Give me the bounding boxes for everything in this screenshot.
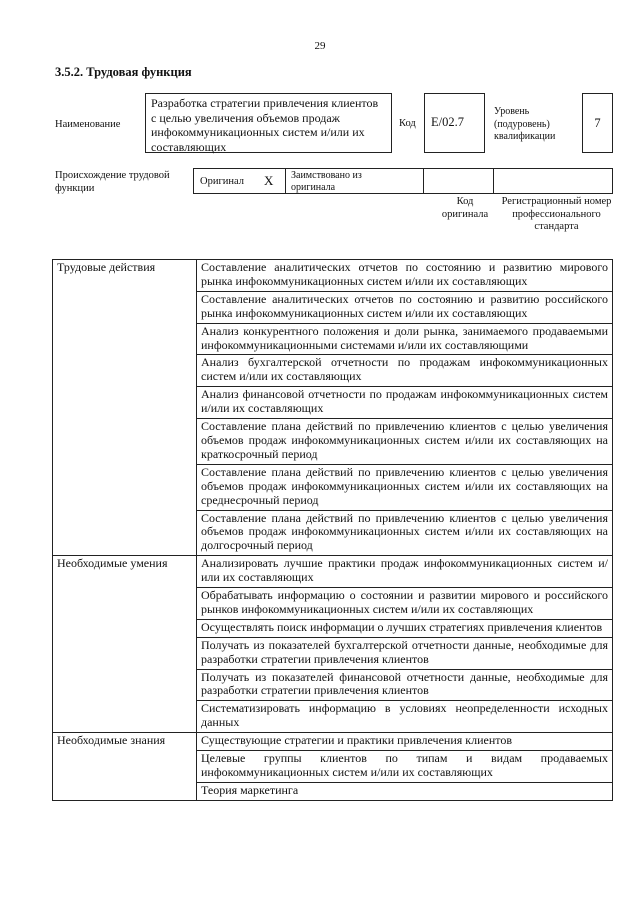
section-item: Теория маркетинга bbox=[197, 782, 613, 800]
section-heading: Необходимые знания bbox=[53, 733, 197, 801]
original-code-cell bbox=[424, 169, 494, 193]
qualification-level: 7 bbox=[582, 93, 613, 153]
section-item: Составление плана действий по привлечению клиентов с целью увеличения объемов продаж инфокоммуникационных систем и/или их составляющих на долгосрочный период bbox=[197, 510, 613, 556]
section-item: Получать из показателей финансовой отчетности данные, необходимые для разработки стратегии привлечения клиентов bbox=[197, 669, 613, 701]
original-label: Оригинал bbox=[200, 176, 244, 187]
section-item: Систематизировать информацию в условиях неопределенности исходных данных bbox=[197, 701, 613, 733]
table-row bbox=[53, 733, 613, 751]
section-item: Составление аналитических отчетов по состоянию и развитию мирового рынка инфокоммуникационных систем и/или их составляющих bbox=[197, 260, 613, 292]
section-heading: Необходимые умения bbox=[53, 556, 197, 733]
reg-number-caption: Регистрационный номер профессионального стандарта bbox=[501, 196, 612, 232]
section-item: Составление аналитических отчетов по состоянию и развитию российского рынка инфокоммуникационных систем и/или их составляющих bbox=[197, 291, 613, 323]
section-item: Обрабатывать информацию о состоянии и развитии мирового и российского рынков инфокоммуникационных систем и/или их составляющих bbox=[197, 588, 613, 620]
section-item: Получать из показателей бухгалтерской отчетности данные, необходимые для разработки стратегии привлечения клиентов bbox=[197, 637, 613, 669]
level-label-text: Уровень (подуровень) квалификации bbox=[494, 106, 556, 142]
name-label: Наименование bbox=[55, 119, 121, 130]
section-item: Осуществлять поиск информации о лучших стратегиях привлечения клиентов bbox=[197, 619, 613, 637]
function-code: E/02.7 bbox=[424, 93, 485, 153]
section-item: Составление плана действий по привлечению клиентов с целью увеличения объемов продаж инфокоммуникационных систем и/или их составляющих на краткосрочный период bbox=[197, 419, 613, 465]
original-mark: X bbox=[264, 173, 274, 188]
original-cell bbox=[194, 169, 286, 193]
section-item: Анализ финансовой отчетности по продажам инфокоммуникационных систем и/или их составляющих bbox=[197, 387, 613, 419]
page-number: 29 bbox=[314, 40, 326, 52]
level-label bbox=[494, 106, 574, 144]
section-item: Анализировать лучшие практики продаж инфокоммуникационных систем и/или их составляющих bbox=[197, 556, 613, 588]
borrowed-label: Заимствовано из оригинала bbox=[291, 170, 362, 193]
function-details-table bbox=[52, 259, 613, 801]
origin-label bbox=[55, 170, 180, 195]
section-heading: Трудовые действия bbox=[53, 260, 197, 556]
section-item: Анализ конкурентного положения и доли рынка, занимаемого продаваемыми инфокоммуникационными системами и/или их составляющими bbox=[197, 323, 613, 355]
code-original-caption-text: Код оригинала bbox=[441, 196, 489, 220]
section-item: Целевые группы клиентов по типам и видам продаваемых инфокоммуникационных систем и/или их составляющих bbox=[197, 751, 613, 783]
reg-number-cell bbox=[494, 169, 614, 193]
code-label: Код bbox=[399, 118, 416, 129]
origin-label-text: Происхождение трудовой функции bbox=[55, 170, 170, 194]
section-item: Существующие стратегии и практики привлечения клиентов bbox=[197, 733, 613, 751]
table-row bbox=[53, 556, 613, 588]
function-details-body bbox=[53, 260, 613, 801]
borrowed-cell bbox=[286, 169, 424, 193]
section-title: 3.5.2. Трудовая функция bbox=[55, 65, 192, 79]
table-row bbox=[53, 260, 613, 292]
function-name: Разработка стратегии привлечения клиентов с целью увеличения объемов продаж инфокоммуникационных систем и/или их составляющих bbox=[145, 93, 392, 153]
code-original-caption bbox=[430, 196, 500, 221]
origin-row bbox=[193, 168, 613, 194]
section-item: Анализ бухгалтерской отчетности по продажам инфокоммуникационных систем и/или их составляющих bbox=[197, 355, 613, 387]
section-item: Составление плана действий по привлечению клиентов с целью увеличения объемов продаж инфокоммуникационных систем и/или их составляющих на среднесрочный период bbox=[197, 464, 613, 510]
